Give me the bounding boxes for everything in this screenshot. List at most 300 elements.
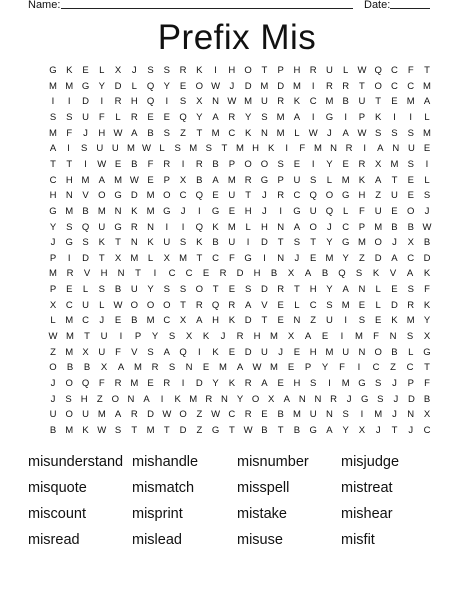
grid-letter: M (357, 237, 366, 249)
grid-letter: X (358, 424, 366, 436)
grid-letter: T (277, 237, 284, 249)
grid-letter: K (174, 393, 181, 405)
header (0, 0, 474, 14)
grid-letter: U (111, 143, 119, 155)
grid-letter: O (163, 190, 171, 202)
grid-letter: Q (179, 111, 187, 123)
grid-row (42, 157, 438, 172)
grid-letter: C (228, 409, 236, 421)
word-list-item: misnumber (237, 454, 309, 470)
grid-letter: L (326, 174, 333, 186)
grid-letter: Q (179, 346, 187, 358)
word-list-item: mishandle (132, 454, 199, 470)
grid-letter: T (163, 424, 170, 436)
grid-letter: L (131, 80, 137, 92)
grid-letter: A (342, 284, 349, 296)
grid-letter: T (310, 237, 317, 249)
grid-letter: Y (326, 284, 333, 296)
word-list-item: misread (28, 532, 80, 548)
grid-letter: I (344, 111, 347, 123)
grid-letter: M (423, 80, 431, 92)
grid-letter: U (82, 409, 89, 421)
grid-letter: B (147, 127, 154, 139)
grid-letter: I (340, 331, 344, 343)
grid-letter: O (244, 158, 252, 170)
grid-letter: T (228, 424, 235, 436)
grid-letter: T (424, 362, 430, 374)
grid-row (42, 266, 438, 281)
grid-letter: F (115, 346, 121, 358)
grid-letter: O (163, 299, 171, 311)
grid-letter: R (114, 378, 122, 389)
grid-letter: U (163, 237, 171, 249)
grid-letter: M (260, 80, 269, 92)
grid-letter: I (100, 96, 104, 108)
grid-letter: J (229, 80, 235, 92)
grid-letter: A (196, 315, 203, 327)
grid-letter: W (211, 80, 221, 92)
grid-letter: T (261, 65, 268, 76)
grid-letter: N (114, 205, 122, 217)
grid-letter: K (372, 268, 380, 280)
grid-letter: Z (96, 393, 103, 405)
grid-letter: J (392, 378, 397, 389)
grid-letter: E (261, 409, 268, 421)
grid-letter: U (100, 331, 108, 343)
grid-letter: E (66, 284, 73, 296)
grid-letter: W (227, 96, 237, 108)
grid-letter: B (423, 393, 431, 405)
grid-letter: E (228, 284, 236, 296)
grid-letter: J (393, 393, 399, 405)
grid-letter: Q (338, 268, 346, 280)
grid-letter: Y (196, 111, 203, 123)
grid-letter: I (357, 362, 361, 374)
grid-letter: S (147, 346, 154, 358)
grid-letter: S (168, 362, 176, 374)
grid-letter: J (50, 378, 56, 389)
grid-letter: R (309, 65, 317, 76)
grid-letter: C (212, 252, 220, 264)
grid-letter: B (423, 237, 431, 249)
grid-letter: V (389, 268, 397, 280)
grid-letter: D (391, 299, 398, 311)
grid-letter: L (424, 174, 430, 186)
grid-letter: C (49, 174, 57, 186)
grid-letter: A (117, 362, 125, 374)
grid-letter: N (389, 331, 397, 343)
grid-letter: U (293, 174, 301, 186)
grid-letter: M (66, 331, 74, 343)
grid-letter: T (50, 158, 56, 170)
grid-letter: O (179, 409, 187, 421)
grid-letter: M (374, 221, 383, 233)
word-list-item: misquote (28, 480, 87, 496)
grid-letter: T (196, 127, 203, 139)
word-list-item: mistreat (341, 480, 393, 496)
grid-letter: L (343, 205, 349, 217)
grid-letter: S (377, 393, 384, 405)
grid-letter: M (134, 362, 142, 374)
grid-letter: S (179, 284, 187, 296)
grid-letter: G (49, 65, 57, 76)
grid-letter: E (342, 158, 349, 170)
grid-letter: L (375, 299, 381, 311)
grid-letter: B (82, 205, 89, 217)
grid-letter: W (243, 424, 253, 436)
grid-letter: S (174, 143, 181, 155)
grid-letter: Z (50, 346, 56, 358)
grid-letter: N (298, 393, 306, 405)
grid-letter: B (293, 424, 301, 436)
grid-letter: J (327, 221, 332, 233)
grid-letter: X (163, 252, 170, 264)
grid-letter: D (244, 315, 252, 327)
grid-letter: S (261, 111, 268, 123)
grid-letter: P (358, 111, 366, 123)
grid-letter: N (185, 362, 193, 374)
grid-letter: T (66, 158, 73, 170)
grid-letter: C (185, 268, 193, 280)
grid-letter: A (304, 268, 312, 280)
grid-letter: M (341, 299, 350, 311)
grid-letter: M (227, 221, 236, 233)
grid-letter: R (228, 299, 236, 311)
grid-letter: E (147, 111, 154, 123)
grid-letter: W (211, 409, 221, 421)
page-title: Prefix Mis (157, 18, 317, 57)
word-list-item: misprint (132, 506, 183, 522)
grid-row (42, 79, 438, 94)
grid-letter: M (292, 80, 301, 92)
date-label: Date: (364, 0, 391, 11)
grid-letter: E (391, 96, 398, 108)
grid-letter: C (163, 315, 171, 327)
grid-letter: F (339, 362, 345, 374)
grid-letter: K (375, 111, 382, 123)
grid-letter: O (111, 393, 120, 405)
grid-letter: U (228, 237, 236, 249)
grid-letter: M (65, 205, 74, 217)
grid-letter: W (129, 174, 139, 186)
grid-letter: E (147, 378, 154, 389)
grid-letter: F (98, 378, 105, 389)
grid-letter: M (374, 409, 383, 421)
grid-letter: U (374, 205, 382, 217)
grid-letter: H (228, 65, 236, 76)
grid-letter: A (212, 111, 219, 123)
grid-letter: F (359, 205, 365, 217)
grid-letter: G (244, 252, 252, 264)
grid-letter: W (97, 158, 107, 170)
grid-letter: O (65, 409, 73, 421)
grid-letter: M (325, 252, 334, 264)
grid-letter: S (82, 237, 89, 249)
grid-letter: C (179, 190, 187, 202)
grid-letter: Y (321, 362, 329, 374)
grid-letter: S (358, 315, 366, 327)
word-list-item: mistake (237, 506, 287, 522)
grid-letter: T (135, 268, 141, 280)
grid-letter: E (277, 299, 284, 311)
grid-letter: W (308, 127, 318, 139)
grid-letter: H (252, 143, 260, 155)
grid-letter: R (244, 378, 252, 389)
grid-letter: Z (390, 362, 396, 374)
grid-letter: A (163, 346, 170, 358)
grid-letter: N (314, 393, 322, 405)
word-list-item: miscount (28, 506, 87, 522)
grid-letter: T (180, 299, 186, 311)
grid-letter: U (358, 96, 366, 108)
grid-letter: M (81, 174, 90, 186)
grid-letter: I (84, 158, 87, 170)
grid-row (42, 204, 438, 219)
grid-letter: A (342, 127, 349, 139)
grid-letter: E (391, 205, 398, 217)
grid-letter: A (236, 362, 244, 374)
grid-letter: H (212, 315, 220, 327)
grid-letter: O (325, 190, 334, 202)
grid-letter: G (341, 237, 350, 249)
grid-letter: S (65, 393, 72, 405)
grid-letter: J (50, 393, 56, 405)
grid-letter: F (407, 65, 414, 76)
word-search-grid (42, 63, 438, 440)
grid-letter: A (114, 409, 122, 421)
word-list-item: misfit (341, 532, 375, 548)
grid-letter: R (330, 393, 337, 405)
grid-letter: F (98, 111, 105, 123)
grid-letter: H (100, 268, 108, 280)
grid-row (42, 141, 438, 156)
grid-letter: J (392, 409, 397, 421)
grid-letter: M (270, 331, 278, 343)
grid-letter: J (327, 127, 332, 139)
grid-letter: A (283, 393, 290, 405)
grid-letter: G (423, 346, 431, 358)
grid-row (42, 423, 438, 438)
grid-letter: O (244, 65, 252, 76)
grid-letter: Q (325, 205, 334, 217)
grid-letter: M (97, 409, 106, 421)
grid-letter: G (360, 393, 369, 405)
grid-letter: R (244, 174, 252, 186)
grid-row (42, 173, 438, 188)
grid-letter: J (424, 205, 430, 217)
grid-letter: G (211, 205, 220, 217)
grid-letter: G (163, 205, 171, 217)
grid-letter: M (114, 174, 122, 186)
grid-letter: C (309, 96, 317, 108)
grid-letter: K (66, 65, 73, 76)
grid-letter: S (179, 96, 187, 108)
grid-row (42, 313, 438, 328)
grid-letter: U (325, 315, 333, 327)
grid-letter: U (325, 65, 333, 76)
grid-letter: G (341, 190, 350, 202)
grid-letter: M (49, 80, 57, 92)
grid-row (42, 298, 438, 313)
grid-letter: T (261, 315, 268, 327)
grid-letter: I (311, 80, 315, 92)
grid-letter: E (147, 174, 154, 186)
grid-letter: M (65, 80, 74, 92)
grid-letter: O (251, 393, 260, 405)
grid-letter: M (341, 174, 350, 186)
grid-letter: R (163, 158, 171, 170)
grid-letter: C (342, 221, 350, 233)
grid-letter: L (294, 127, 300, 139)
grid-letter: I (311, 111, 315, 123)
grid-letter: C (423, 424, 431, 436)
grid-letter: O (374, 346, 382, 358)
grid-letter: O (195, 80, 204, 92)
grid-letter: K (358, 174, 366, 186)
grid-letter: D (277, 80, 285, 92)
grid-letter: U (391, 190, 398, 202)
grid-letter: K (196, 237, 203, 249)
grid-row (42, 282, 438, 297)
grid-row (42, 235, 438, 250)
grid-letter: C (391, 80, 398, 92)
grid-letter: M (146, 315, 155, 327)
grid-letter: F (424, 284, 430, 296)
grid-letter: Q (211, 299, 220, 311)
grid-letter: A (293, 111, 301, 123)
grid-letter: O (374, 80, 382, 92)
grid-letter: S (310, 378, 317, 389)
grid-row (42, 345, 438, 360)
grid-letter: B (212, 237, 219, 249)
grid-letter: T (375, 96, 382, 108)
grid-letter: N (325, 409, 333, 421)
grid-letter: S (407, 127, 414, 139)
grid-letter: G (81, 80, 90, 92)
word-list-item: misjudge (341, 454, 400, 470)
grid-letter: N (293, 315, 301, 327)
word-list-item: misuse (237, 532, 283, 548)
grid-letter: Z (375, 190, 382, 202)
grid-letter: K (267, 143, 275, 155)
grid-letter: D (244, 80, 252, 92)
grid-letter: P (134, 331, 142, 343)
grid-letter: X (375, 158, 382, 170)
grid-letter: D (423, 252, 431, 264)
grid-letter: I (393, 111, 396, 123)
grid-letter: S (205, 143, 212, 155)
grid-letter: S (293, 237, 301, 249)
grid-letter: U (49, 409, 57, 421)
grid-letter: M (146, 424, 155, 436)
grid-letter: U (309, 205, 317, 217)
grid-letter: O (374, 237, 382, 249)
grid-letter: R (114, 96, 122, 108)
grid-letter: A (391, 252, 398, 264)
grid-letter: I (181, 221, 185, 233)
grid-letter: E (202, 362, 210, 374)
grid-letter: M (49, 127, 57, 139)
grid-letter: S (114, 424, 122, 436)
grid-letter: M (270, 362, 278, 374)
grid-letter: U (342, 346, 350, 358)
grid-letter: D (260, 237, 268, 249)
grid-letter: X (114, 252, 122, 264)
grid-letter: M (227, 174, 236, 186)
grid-letter: Z (196, 424, 203, 436)
grid-letter: W (97, 424, 107, 436)
grid-letter: S (163, 127, 170, 139)
grid-letter: T (84, 331, 90, 343)
grid-letter: M (189, 143, 198, 155)
grid-letter: S (406, 331, 414, 343)
grid-letter: O (65, 378, 73, 389)
grid-letter: K (202, 331, 210, 343)
word-list-item: mismatch (132, 480, 195, 496)
grid-letter: Q (195, 221, 204, 233)
grid-letter: I (198, 346, 201, 358)
grid-letter: Y (151, 331, 159, 343)
grid-letter: W (48, 331, 58, 343)
grid-letter: N (277, 221, 285, 233)
grid-letter: X (267, 393, 275, 405)
grid-letter: M (179, 252, 188, 264)
grid-letter: L (375, 284, 381, 296)
grid-letter: E (212, 190, 219, 202)
grid-letter: C (407, 252, 415, 264)
grid-letter: S (66, 111, 73, 123)
grid-row (42, 407, 438, 422)
grid-letter: R (66, 268, 74, 280)
word-list-item: mislead (132, 532, 182, 548)
grid-letter: Y (423, 315, 431, 327)
grid-letter: G (65, 237, 73, 249)
grid-letter: H (130, 96, 138, 108)
grid-letter: L (50, 315, 56, 327)
grid-letter: Y (244, 111, 252, 123)
name-blank-line (61, 8, 353, 9)
grid-letter: I (360, 409, 364, 421)
grid-letter: U (260, 346, 268, 358)
grid-letter: J (346, 393, 352, 405)
grid-letter: N (212, 96, 220, 108)
grid-letter: S (80, 143, 88, 155)
grid-letter: I (67, 96, 71, 108)
grid-letter: M (355, 331, 363, 343)
grid-letter: J (375, 424, 381, 436)
grid-letter: N (358, 284, 366, 296)
grid-letter: J (50, 237, 56, 249)
grid-letter: S (98, 284, 105, 296)
grid-letter: O (195, 284, 204, 296)
grid-letter: B (321, 268, 329, 280)
grid-letter: D (82, 252, 89, 264)
grid-letter: Y (98, 80, 105, 92)
grid-letter: Q (146, 80, 155, 92)
grid-letter: I (165, 96, 169, 108)
grid-letter: R (277, 96, 285, 108)
grid-row (42, 220, 438, 235)
grid-letter: H (98, 127, 106, 139)
grid-letter: W (113, 299, 123, 311)
grid-row (42, 376, 438, 391)
grid-letter: K (423, 268, 431, 280)
grid-letter: X (185, 331, 193, 343)
grid-letter: D (195, 378, 203, 389)
grid-letter: J (83, 127, 88, 139)
grid-letter: F (424, 378, 430, 389)
grid-letter: J (294, 252, 300, 264)
